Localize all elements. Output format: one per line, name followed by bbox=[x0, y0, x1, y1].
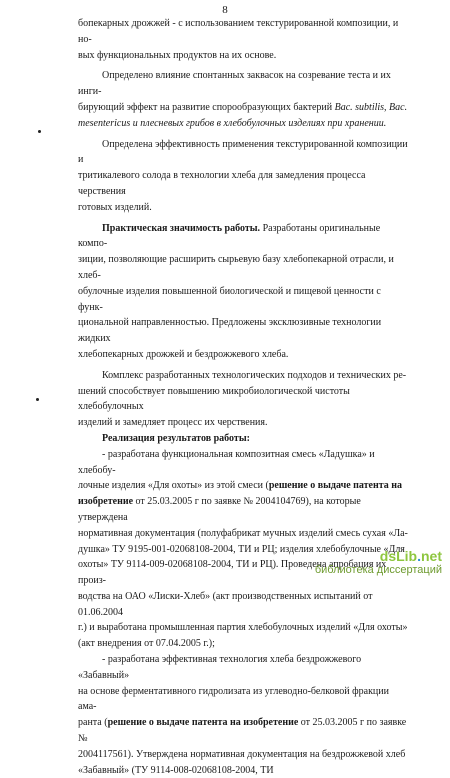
text-line: хлебопекарных дрожжей и бездрожжевого хлеба. bbox=[78, 348, 289, 360]
text-line: - разработана функциональная композитная смесь «Ладушка» и хлебобу- bbox=[78, 448, 375, 476]
patent-decision: решение о выдаче патента на bbox=[268, 480, 403, 492]
text-line: водства на ОАО «Лиски-Хлеб» (акт производственных испытаний от 01.06.2004 bbox=[78, 590, 373, 618]
margin-dot-mark bbox=[36, 398, 39, 401]
text-line: зиции, позволяющие расширить сырьевую базу хлебопекарной отрасли, и хлеб- bbox=[78, 254, 394, 281]
text-line: Определена эффективность применения текстурированной композиции и bbox=[78, 138, 408, 166]
watermark-logo: dsLib.net bbox=[379, 548, 442, 564]
text-line: душка» ТУ 9195-001-02068108-2004, ТИ и РЦ; изделия хлебобулочные «Для bbox=[78, 543, 405, 555]
text-line: циональной направленностью. Предложены эксклюзивные технологии жидких bbox=[78, 317, 382, 345]
species-name: Bac. subtilis, Bac. bbox=[334, 101, 408, 113]
text-line: обулочные изделия повышенной биологической и пищевой ценности с функ- bbox=[78, 285, 381, 313]
text-line: Определено влияние спонтанных заквасок на созревание теста и их инги- bbox=[78, 70, 391, 98]
text-line: Комплекс разработанных технологических подходов и технических ре- bbox=[102, 369, 407, 381]
watermark bbox=[315, 548, 442, 577]
patent-decision: решение о выдаче патента на изобретение bbox=[107, 717, 299, 729]
text-line: г.) и выработана промышленная партия хлебобулочных изделий «Для охоты» bbox=[78, 622, 408, 634]
text-line: тритикалевого солода в технологии хлеба для замедления процесса черствения bbox=[78, 170, 366, 197]
text-line: готовых изделий. bbox=[78, 201, 152, 213]
text-line: шений способствует повышению микробиологической чистоты хлебобулочных bbox=[78, 385, 350, 413]
text-line: «Забавный» (ТУ 9114-008-02068108-2004, ТИ bbox=[78, 764, 274, 776]
text-line: вых функциональных продуктов на их основе. bbox=[78, 49, 277, 61]
text-line: лочные изделия «Для охоты» из этой смеси (решение о выдаче патента на bbox=[78, 480, 403, 492]
margin-dot-mark bbox=[38, 130, 41, 133]
text-line: (акт внедрения от 07.04.2005 г.); bbox=[78, 638, 215, 650]
watermark-subtitle: библиотека диссертаций bbox=[314, 564, 442, 576]
text-line: бирующий эффект на развитие спорообразующих бактерий Bac. subtilis, Bac. bbox=[78, 101, 408, 113]
text-line: бопекарных дрожжей - с использованием текстурированной композиции, и но- bbox=[78, 18, 399, 45]
text-line: на основе ферментативного гидролизата из углеводно-белковой фракции ама- bbox=[78, 685, 389, 713]
text-line: изобретение от 25.03.2005 г по заявке № 2004104769), на которые утверждена bbox=[78, 496, 361, 523]
section-heading-practical: Практическая значимость работы. Разработаны оригинальные компо- bbox=[78, 222, 381, 250]
text-line: mesentericus и плесневых грибов в хлебобулочных изделиях при хранении. bbox=[78, 117, 387, 129]
text-line: ранта (решение о выдаче патента на изобретение от 25.03.2005 г по заявке № bbox=[78, 717, 407, 745]
section-heading-implementation: Реализация результатов работы: bbox=[102, 432, 250, 444]
text-line: нормативная документация (полуфабрикат мучных изделий смесь сухая «Ла- bbox=[78, 527, 408, 539]
text-line: 2004117561). Утверждена нормативная документация на бездрожжевой хлеб bbox=[78, 748, 406, 760]
text-line: изделий и замедляет процесс их черствения. bbox=[78, 417, 268, 429]
text-line: охоты» ТУ 9114-009-02068108-2004, ТИ и РЦ). Проведена апробация их произ- bbox=[78, 559, 387, 587]
bold-heading: Практическая значимость работы. bbox=[102, 222, 261, 234]
document-body bbox=[78, 16, 408, 778]
text-line: - разработана эффективная технология хлеба бездрожжевого «Забавный» bbox=[78, 654, 362, 681]
patent-decision: изобретение bbox=[78, 496, 134, 508]
page-number: 8 bbox=[222, 4, 228, 16]
